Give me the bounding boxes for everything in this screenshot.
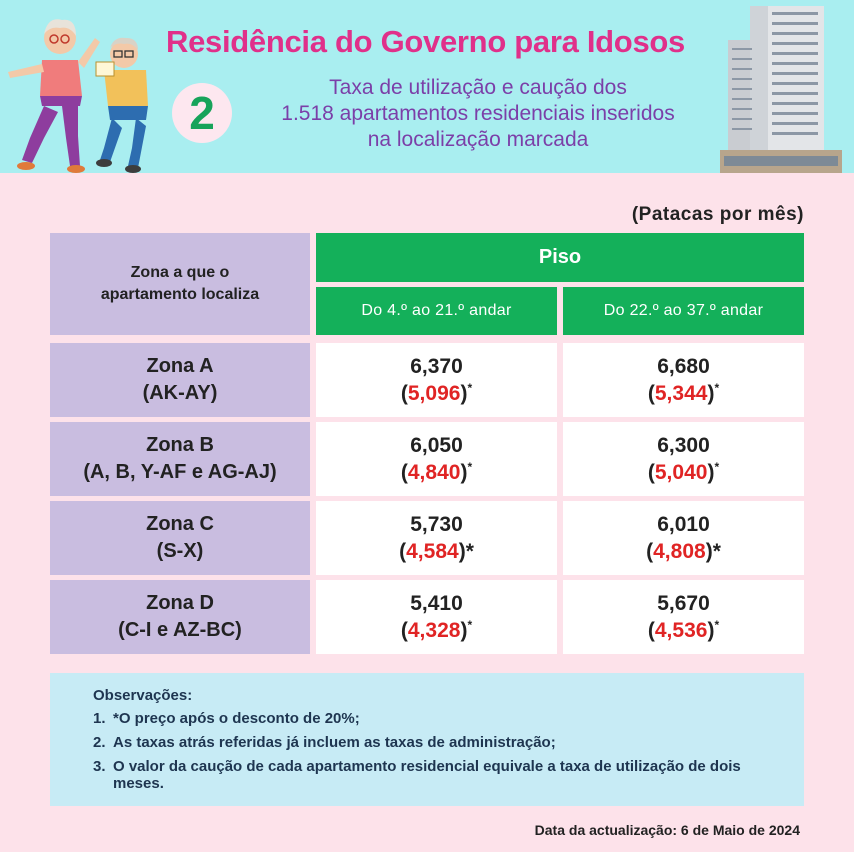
floor-group-header: Piso [316,233,804,282]
note-text: O valor da caução de cada apartamento residencial equivale a taxa de utilização de dois meses. [113,758,741,792]
price-value: 5,670 [657,592,710,615]
discount-line: (5,096)* [400,381,473,405]
price-cell [316,422,557,496]
page-title: Residência do Governo para Idosos [166,24,685,59]
price-cell [563,343,804,417]
discount-line: (4,536)* [647,618,720,642]
residential-tower-illustration [720,0,854,173]
price-cell [316,580,557,654]
asterisk-mark: * [712,540,721,563]
note-item [93,710,804,727]
subtitle-line: Taxa de utilização e caução dos [329,76,627,99]
zone-cell [50,580,310,654]
note-number: 1. [93,710,106,727]
price-cell [563,580,804,654]
zone-areas: (A, B, Y-AF e AG-AJ) [83,461,277,483]
subtitle-line: na localização marcada [367,128,589,151]
asterisk-mark: * [465,540,474,563]
zone-name: Zona D [146,592,214,614]
asterisk-mark: * [467,618,473,632]
notes-box [50,673,804,806]
discount-line: (4,840)* [400,460,473,484]
zone-header-line: apartamento localiza [100,286,260,303]
zone-column-header [50,233,310,335]
zone-name: Zona C [146,513,214,535]
note-item [93,758,804,792]
discount-value: 5,344 [654,382,708,405]
price-value: 6,370 [410,355,463,378]
note-text: *O preço após o desconto de 20%; [113,710,360,727]
zone-cell [50,422,310,496]
note-number: 3. [93,758,106,775]
note-item [93,734,804,751]
discount-line: (5,040)* [647,460,720,484]
floor-column-header: Do 4.º ao 21.º andar [316,287,557,335]
zone-cell [50,501,310,575]
discount-line: (4,328)* [400,618,473,642]
asterisk-mark: * [467,381,473,395]
currency-unit-label: (Patacas por mês) [631,204,804,225]
price-value: 6,010 [657,513,710,536]
zone-areas: (C-I e AZ-BC) [118,619,242,641]
discount-value: 4,808 [653,540,706,563]
asterisk-mark: * [714,460,720,474]
header-banner [0,0,854,173]
price-value: 5,410 [410,592,463,615]
discount-value: 4,840 [407,461,461,484]
price-value: 6,300 [657,434,710,457]
price-value: 5,730 [410,513,463,536]
discount-line: (4,808)* [646,540,721,563]
discount-value: 4,328 [407,619,461,642]
discount-value: 4,536 [654,619,708,642]
price-value: 6,680 [657,355,710,378]
price-cell [563,422,804,496]
price-cell [316,501,557,575]
discount-line: (4,584)* [399,540,474,563]
zone-name: Zona A [146,355,214,377]
discount-value: 5,040 [654,461,708,484]
asterisk-mark: * [714,381,720,395]
notes-title: Observações: [93,687,193,704]
elderly-couple-illustration [0,8,160,173]
zone-cell [50,343,310,417]
asterisk-mark: * [714,618,720,632]
zone-name: Zona B [146,434,214,456]
zone-areas: (AK-AY) [142,382,218,404]
section-number-badge: 2 [172,83,232,143]
discount-value: 5,096 [407,382,461,405]
price-value: 6,050 [410,434,463,457]
page-subtitle [232,75,724,153]
note-text: As taxas atrás referidas já incluem as taxas de administração; [113,734,556,751]
floor-column-header: Do 22.º ao 37.º andar [563,287,804,335]
asterisk-mark: * [467,460,473,474]
price-cell [563,501,804,575]
discount-line: (5,344)* [647,381,720,405]
zone-areas: (S-X) [156,540,204,562]
note-number: 2. [93,734,106,751]
discount-value: 4,584 [406,540,459,563]
zone-header-line: Zona a que o [130,264,230,281]
subtitle-line: 1.518 apartamentos residenciais inseridos [281,102,675,125]
update-date: Data da actualização: 6 de Maio de 2024 [534,822,800,838]
price-cell [316,343,557,417]
